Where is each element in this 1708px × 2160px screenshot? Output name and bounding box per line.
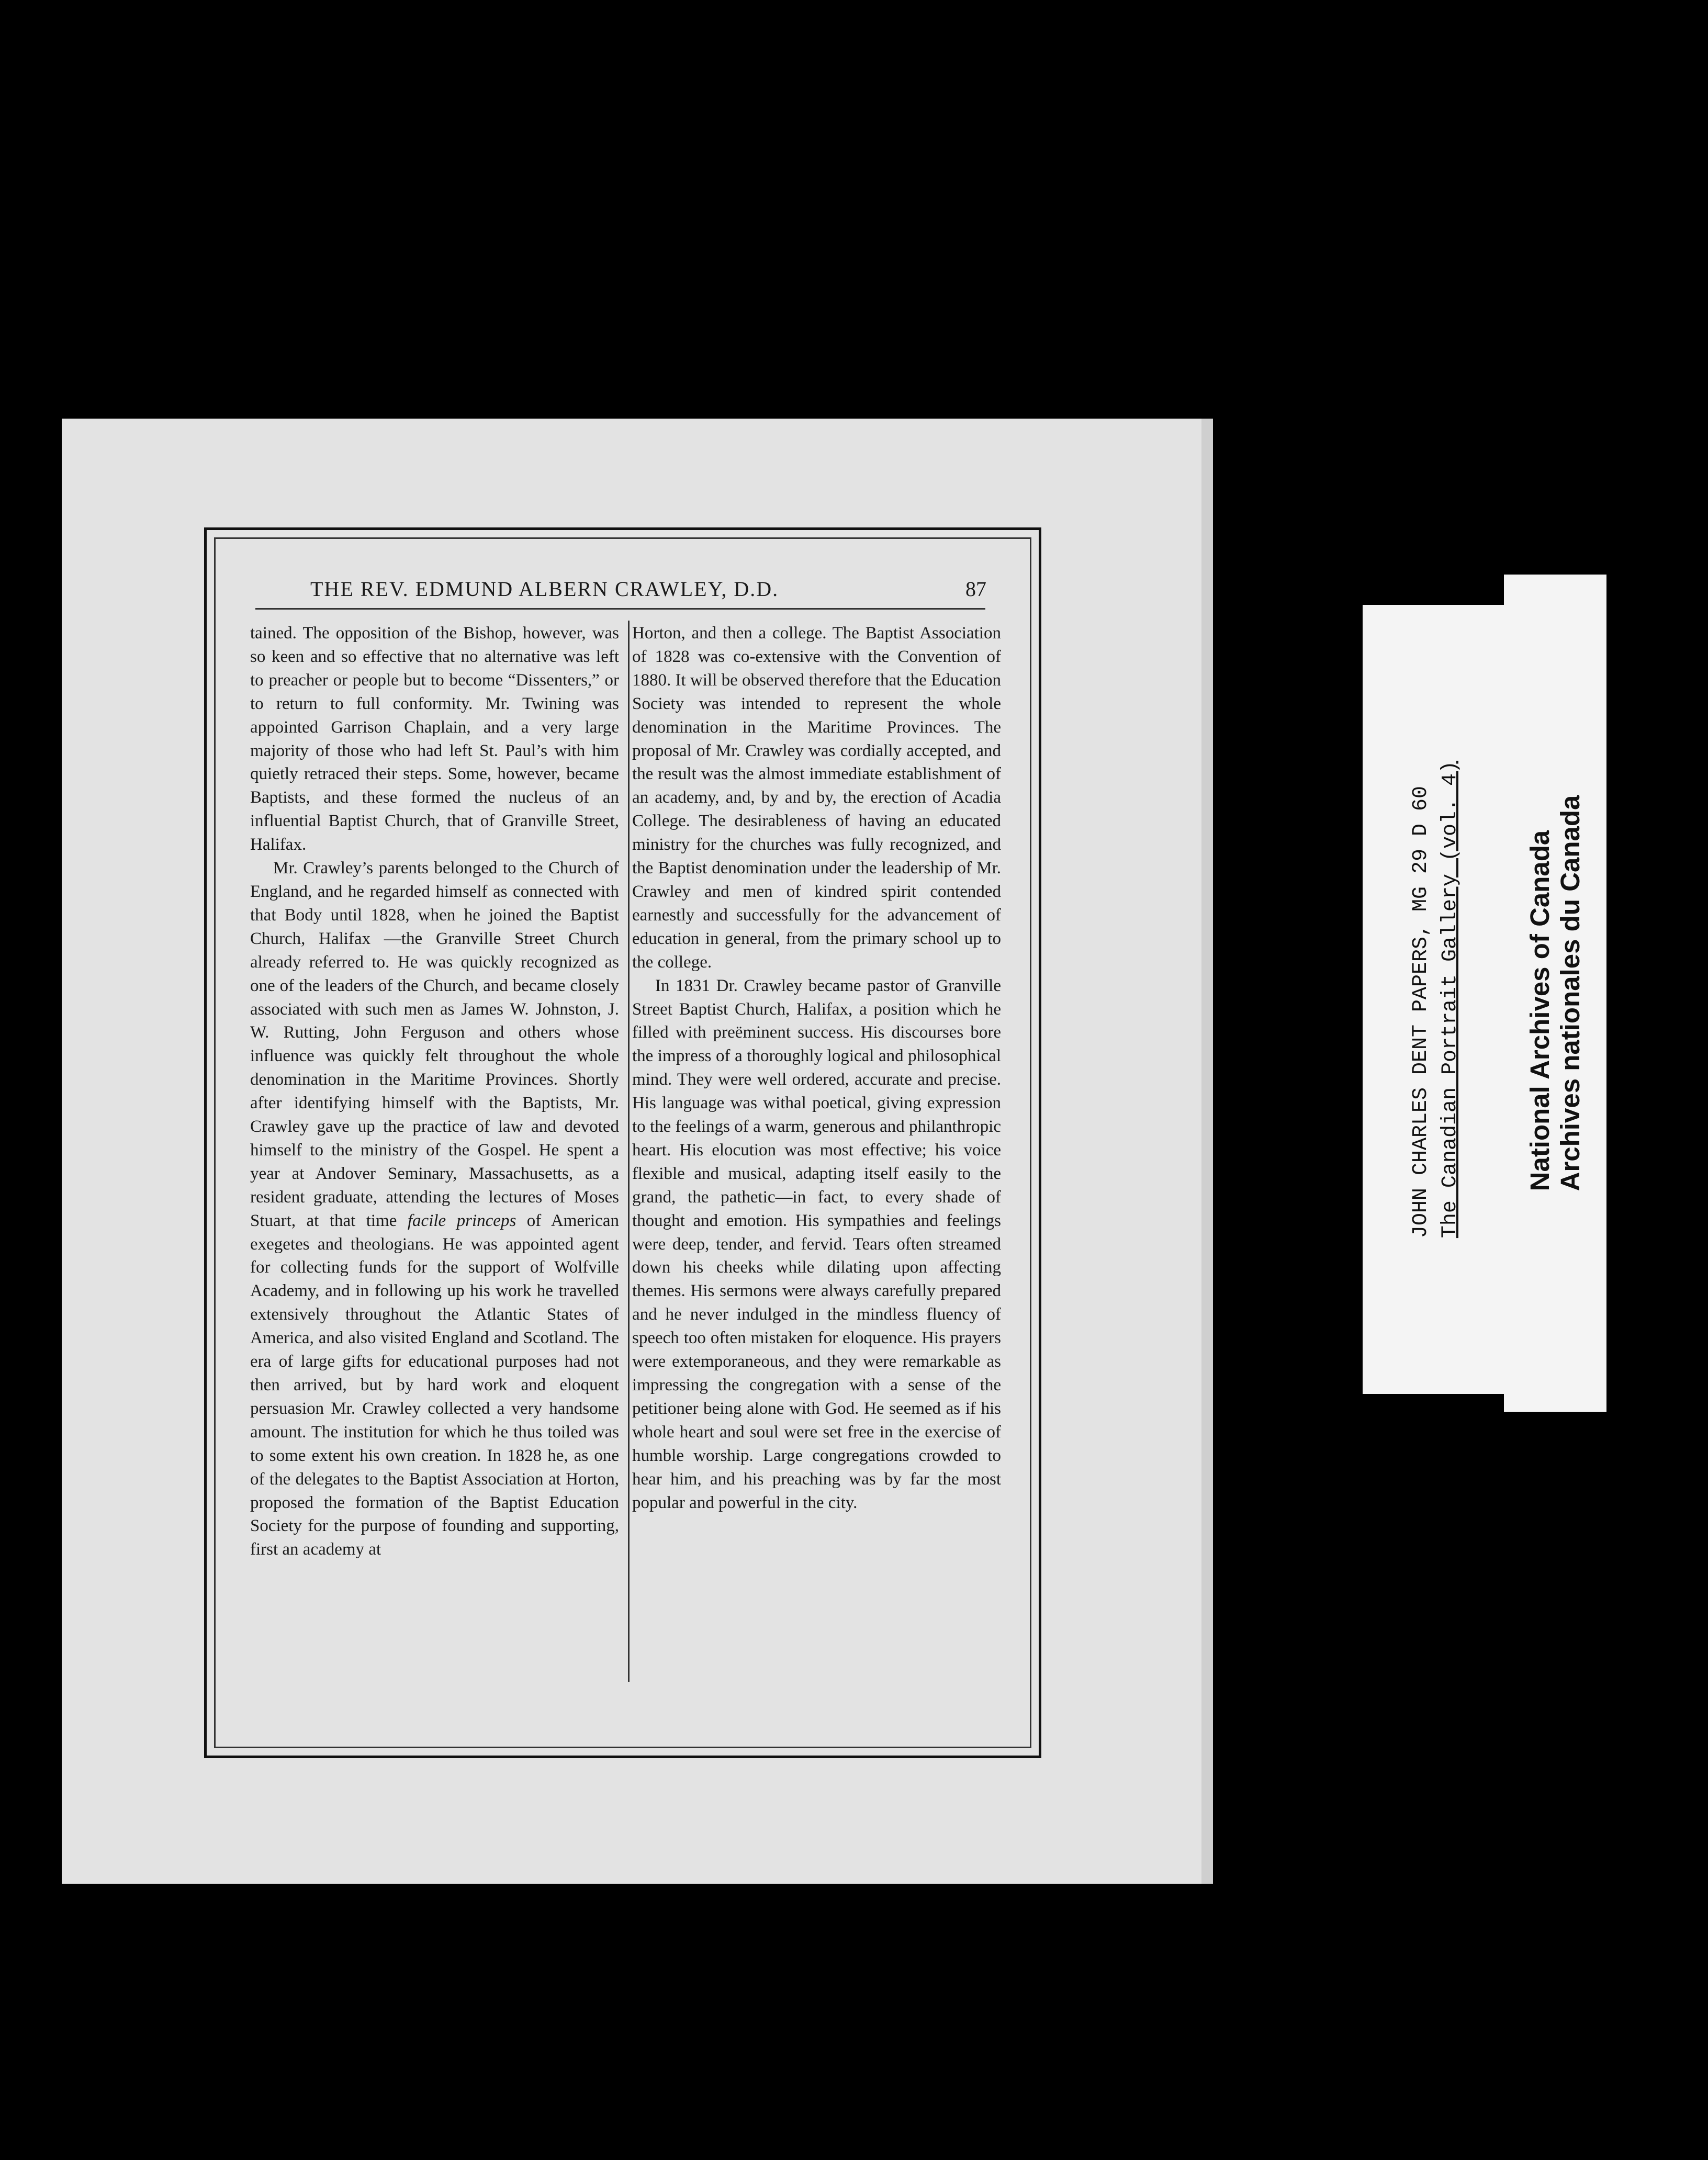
scanned-page (62, 419, 1213, 1884)
archives-label-text (1525, 795, 1586, 1191)
fonds-reference: JOHN CHARLES DENT PAPERS, MG 29 D 60 (1409, 785, 1433, 1239)
archive-reference-slip (1363, 605, 1509, 1394)
left-column (250, 622, 619, 1561)
header-rule (255, 608, 985, 610)
archives-name-en: National Archives of Canada (1525, 830, 1555, 1191)
paragraph: In 1831 Dr. Crawley became pastor of Granville Street Baptist Church, Halifax, a position which he filled with preëminent success. His discourses bore the impress of a thoroughly logical and philosophical mind. They were well ordered, accurate and precise. His language was withal poetical, giving expression to the feelings of a warm, generous and philanthropic heart. His elocution was most effective; his voice flexible and musical, adapting itself easily to the grand, the pathetic—in fact, to every shade of thought and emotion. His sympathies and feelings were deep, tender, and fervid. Tears often streamed down his cheeks while dilating upon affecting themes. His sermons were always carefully prepared and he never indulged in the mindless fluency of speech too often mistaken for eloquence. His prayers were extemporaneous, and they were remarkable as impressing the congregation with a sense of the petitioner being alone with God. He seemed as if his whole heart and soul were set free in the exercise of humble worship. Large congregations crowded to hear him, and his preaching was by far the most popular and powerful in the city. (632, 976, 1001, 1512)
archive-reference-text (1407, 761, 1465, 1238)
right-column (632, 622, 1001, 1514)
running-header (198, 577, 1041, 606)
paragraph: tained. The opposition of the Bishop, however, was so keen and so effective that no alternative was left to preacher or people but to become “Dissenters,” or to return to full conformity. Mr. Twining was appointed Garrison Chaplain, and a very large majority of those who had left St. Paul’s with him quietly retraced their steps. Some, however, became Baptists, and these formed the nucleus of an influential Baptist Church, that of Granville Street, Halifax. (250, 624, 619, 854)
paragraph-text: Mr. Crawley’s parents belonged to the Church of England, and he regarded himself as connected with that Body until 1828, when he joined the Baptist Church, Halifax —the Granville Street Church already referred to. He was quickly recognized as one of the leaders of the Church, and became closely associated with such men as James W. Johnston, J. W. Rutting, John Ferguson and others whose influence was quickly felt throughout the whole denomination in the Maritime Provinces. Shortly after identifying himself with the Baptists, Mr. Crawley gave up the practice of law and devoted himself to the ministry of the Gospel. He spent a year at Andover Seminary, Massachusetts, as a resident graduate, attending the lectures of Moses Stuart, at that time (250, 859, 619, 1230)
running-title: THE REV. EDMUND ALBERN CRAWLEY, D.D. (310, 577, 779, 601)
italic-phrase: facile princeps (407, 1211, 516, 1230)
paragraph-text: of American exegetes and theologians. He was appointed agent for collecting funds for the support of Wolfville Academy, and in following up his work he travelled extensively throughout the Atlantic States of America, and also visited England and Scotland. The era of large gifts for educational purposes had not then arrived, but by hard work and eloquent persuasion Mr. Crawley collected a very handsome amount. The institution for which he thus toiled was to some extent his own creation. In 1828 he, as one of the delegates to the Baptist Association at Horton, proposed the formation of the Baptist Education Society for the purpose of founding and supporting, first an academy at (250, 1211, 620, 1559)
paragraph (250, 857, 619, 1561)
column-divider (628, 621, 630, 1682)
publication-reference: The Canadian Portrait Gallery (vol. 4) (1439, 760, 1462, 1239)
paragraph: Horton, and then a college. The Baptist Association of 1828 was co-extensive with the Convention of 1880. It will be observed therefore that the Education Society was intended to represent the whole denomination in the Maritime Provinces. The proposal of Mr. Crawley was cordially accepted, and the result was the almost immediate establishment of an academy, and, by and by, the erection of Acadia College. The desirableness of having an educated ministry for the churches was fully recognized, and the Baptist denomination under the leadership of Mr. Crawley and men of kindred spirit contended earnestly and successfully for the advancement of education in general, from the primary school up to the college. (632, 624, 1001, 972)
archives-label-slip (1504, 575, 1606, 1412)
archives-name-fr: Archives nationales du Canada (1555, 795, 1585, 1191)
page-number: 87 (965, 577, 986, 601)
